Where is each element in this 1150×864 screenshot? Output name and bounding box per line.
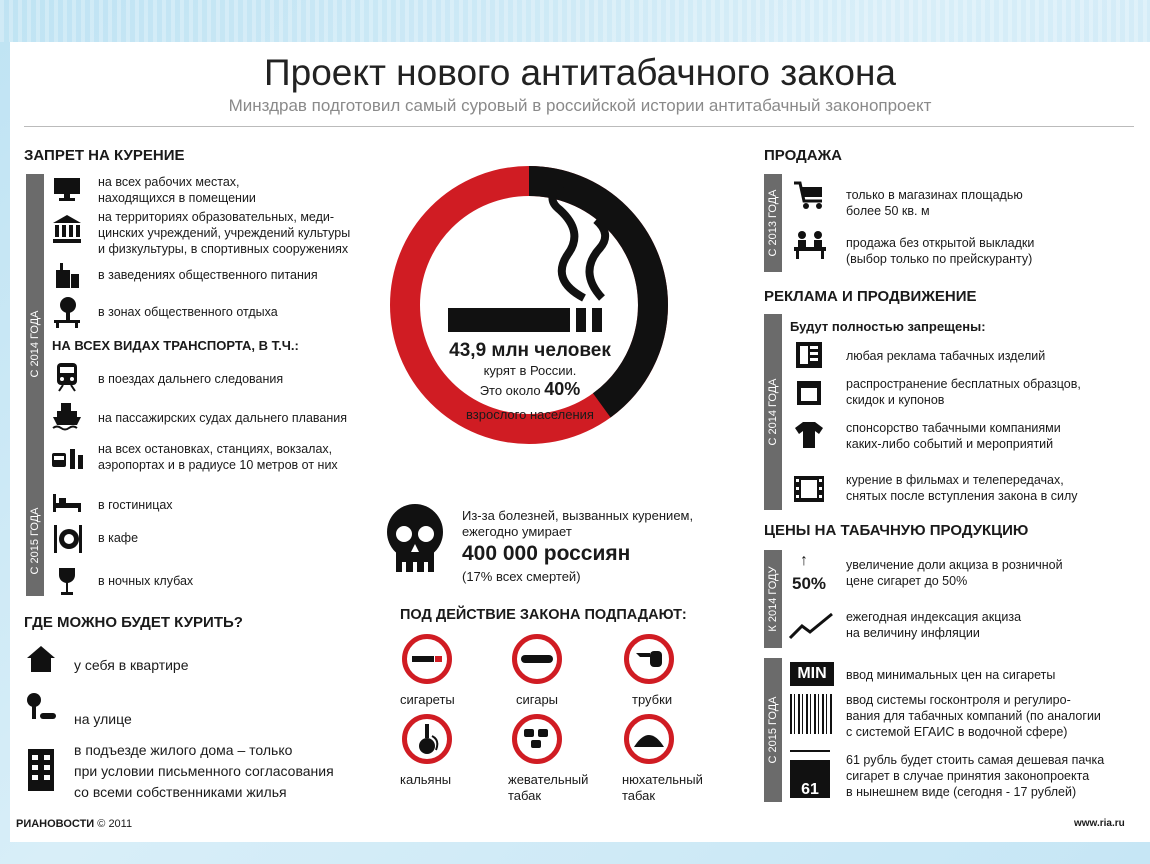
smokers-sub: курят в России. (483, 363, 577, 378)
background-pattern (0, 0, 1150, 42)
cigars-icon (512, 634, 562, 684)
train-icon (50, 362, 84, 392)
ban-item-catering: в заведениях общественного питания (98, 268, 318, 282)
page-subtitle: Минздрав подготовил самый суровый в российской истории антитабачный законопроект (228, 96, 932, 115)
barcode-icon (790, 694, 834, 734)
footer-brand: РИАНОВОСТИ © 2011 (16, 818, 133, 830)
park-icon (50, 297, 84, 327)
ads-item-films: курение в фильмах и телепередачах, снятых после вступления закона в силу (846, 473, 1078, 503)
prices-item-control: ввод системы госконтроля и регулиро- вания для табачных компаний (по аналогии с системой ЕГАИС в водочной сфере) (846, 693, 1101, 739)
workplace-icon (50, 174, 84, 204)
deaths-sub: (17% всех смертей) (462, 569, 581, 584)
ads-item-advertising: любая реклама табачных изделий (846, 349, 1046, 363)
cigarettes-icon (402, 634, 452, 684)
ads-heading: РЕКЛАМА И ПРОДВИЖЕНИЕ (764, 288, 977, 305)
house-icon (24, 644, 58, 674)
min-badge: MIN (790, 662, 834, 686)
ban-item-cafes: в кафе (98, 531, 139, 545)
seller-icon (792, 230, 826, 260)
snuff-icon (624, 714, 674, 764)
since-2015-bar: С 2015 ГОДА (26, 486, 44, 596)
sale-item-shops: только в магазинах площадью более 50 кв. м (846, 188, 1023, 218)
ads-intro: Будут полностью запрещены: (790, 319, 986, 334)
food-icon (50, 260, 84, 290)
prices-item-indexation: ежегодная индексация акциза на величину инфляции (846, 610, 1022, 640)
trend-icon (788, 610, 834, 640)
transport-item-ships: на пассажирских судах дальнего плавания (98, 411, 348, 425)
smokers-count: 43,9 млн человек (449, 340, 611, 361)
deaths-count: 400 000 россиян (462, 542, 631, 565)
smokers-percent: 40% (544, 379, 581, 399)
infographic-card (10, 42, 1150, 842)
cart-icon (792, 180, 826, 210)
ban-item-institutions: на территориях образовательных, меди- цинских учреждений, учреждений культуры и физкультуры, в спортивных сооружениях (98, 210, 351, 256)
sale-item-display: продажа без открытой выкладки (выбор только по прейскуранту) (846, 236, 1035, 266)
bed-icon (50, 488, 84, 518)
product-pipes: трубки (632, 692, 673, 707)
bus-plane-icon (50, 444, 84, 474)
prices-2015-bar: С 2015 ГОДА (764, 658, 782, 802)
death-text: Из-за болезней, вызванных курением, ежегодно умирает (462, 508, 694, 539)
products-heading: ПОД ДЕЙСТВИЕ ЗАКОНА ПОДПАДАЮТ: (400, 607, 687, 623)
sale-since-bar: С 2013 ГОДА (764, 174, 782, 272)
allowed-item-entrance: в подъезде жилого дома – только при условии письменного согласования со всеми собственниками жилья (74, 742, 334, 800)
prices-2014-bar: К 2014 ГОДУ (764, 550, 782, 648)
ads-item-samples: распространение бесплатных образцов, скидок и купонов (846, 377, 1081, 407)
smokers-donut (388, 130, 670, 480)
pct-50: 50% (792, 574, 827, 593)
tshirt-icon (792, 420, 826, 450)
price-61-badge: 61 (790, 752, 830, 798)
transport-item-trains: в поездах дальнего следования (98, 372, 284, 386)
ship-icon (50, 400, 84, 430)
divider (24, 126, 1134, 127)
prices-item-61: 61 рубль будет стоить самая дешевая пачка сигарет в случае принятия законопроекта в нынешнем виде (сегодня - 17 рублей) (846, 753, 1105, 799)
smoke-icon-2 (589, 220, 605, 298)
cutlery-icon (50, 524, 84, 554)
allowed-heading: ГДЕ МОЖНО БУДЕТ КУРИТЬ? (24, 614, 243, 631)
ban-item-workplace: на всех рабочих местах, находящихся в помещении (98, 175, 256, 205)
chewing-tobacco-icon (512, 714, 562, 764)
ban-item-recreation: в зонах общественного отдыха (98, 305, 278, 319)
transport-heading: НА ВСЕХ ВИДАХ ТРАНСПОРТА, В Т.Ч.: (52, 338, 299, 353)
ban-item-hotels: в гостиницах (98, 498, 173, 512)
cigarette-ash-icon (576, 308, 586, 332)
cigarette-ash-icon-2 (592, 308, 602, 332)
ban-heading: ЗАПРЕТ НА КУРЕНИЕ (24, 147, 185, 164)
allowed-item-street: на улице (74, 711, 132, 727)
product-cigarettes: сигареты (400, 692, 455, 707)
smokers-percent-line: Это около 40% (479, 379, 581, 399)
page-title: Проект нового антитабачного закона (264, 52, 896, 93)
product-snuff: нюхательный табак (622, 772, 703, 803)
prices-item-min: ввод минимальных цен на сигареты (846, 668, 1056, 682)
prices-item-excise: увеличение доли акциза в розничной цене сигарет до 50% (846, 558, 1063, 588)
institution-icon (50, 214, 84, 244)
hookah-icon (402, 714, 452, 764)
product-hookahs: кальяны (400, 772, 452, 787)
cigarette-body-icon (448, 308, 570, 332)
film-icon (792, 474, 826, 504)
transport-item-stations: на всех остановках, станциях, вокзалах, аэропортах и в радиусе 10 метров от них (98, 442, 338, 472)
prices-heading: ЦЕНЫ НА ТАБАЧНУЮ ПРОДУКЦИЮ (764, 522, 1029, 539)
skull-icon (382, 502, 448, 588)
allowed-item-apartment: у себя в квартире (74, 657, 189, 673)
wineglass-icon (50, 566, 84, 596)
of-adults: взрослого населения (466, 407, 594, 422)
arrow-up-icon: ↑ (800, 552, 808, 569)
ads-item-sponsorship: спонсорство табачными компаниями каких-либо событий и мероприятий (846, 421, 1061, 451)
footer-url[interactable]: www.ria.ru (1074, 818, 1125, 829)
newspaper-icon (792, 340, 826, 370)
ads-since-bar: С 2014 ГОДА (764, 314, 782, 510)
building-icon (24, 746, 58, 794)
tree-icon (24, 692, 58, 722)
since-2014-bar: С 2014 ГОДА (26, 174, 44, 514)
ban-item-nightclubs: в ночных клубах (98, 574, 194, 588)
product-chewing-tobacco: жевательный табак (508, 772, 589, 803)
pipe-icon (624, 634, 674, 684)
coupon-icon (792, 378, 826, 408)
sale-heading: ПРОДАЖА (764, 147, 842, 164)
product-cigars: сигары (516, 692, 559, 707)
